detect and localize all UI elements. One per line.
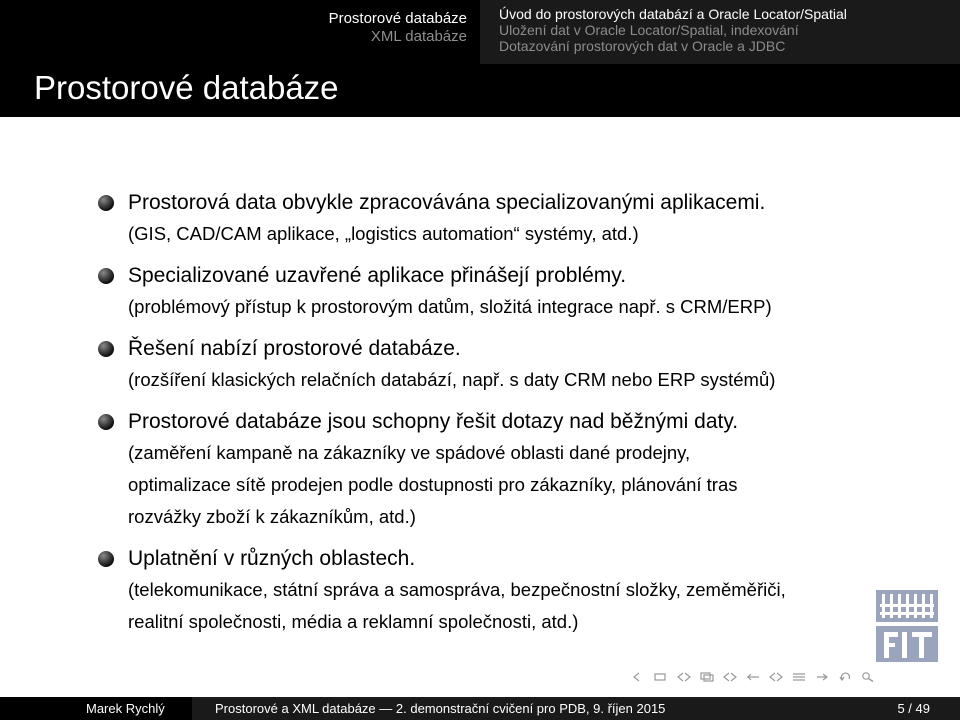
prev-section-icon[interactable] [723,672,737,682]
fit-logo [876,590,938,662]
list-item-detail: realitní společnosti, média a reklamní společnosti, atd.) [128,611,579,632]
list-item-main: Prostorové databáze jsou schopny řešit dotazy nad běžnými daty. [128,410,739,433]
bullet-icon [98,341,114,357]
list-item-detail: (zaměření kampaně na zákazníky ve spádové oblasti dané prodejny, [128,442,691,463]
footer-title: Prostorové a XML databáze — 2. demonstrační cvičení pro PDB, 9. říjen 2015 [215,701,666,716]
nav-subsection-dotazovani[interactable]: Dotazování prostorových dat v Oracle a JDBC [499,38,786,54]
section-navigation [0,0,480,64]
nav-section-xml-databaze[interactable]: XML databáze [370,28,467,45]
next-slide-icon[interactable] [792,672,806,682]
bullet-icon [98,195,114,211]
list-item [98,407,898,533]
list-item [98,261,898,323]
frame-title: Prostorové databáze [34,69,339,106]
nav-subsection-uvod[interactable]: Úvod do prostorových databází a Oracle Locator/Spatial [499,6,847,22]
bullet-icon [98,414,114,430]
zoom-icon[interactable] [861,672,875,682]
list-item-detail: rozvážky zboží k zákazníkům, atd.) [128,506,416,527]
list-item [98,334,898,396]
align-icon[interactable] [815,672,829,682]
slide-content [98,188,898,649]
list-item-main: Uplatnění v různých oblastech. [128,547,416,570]
footer-title-bar [192,697,960,720]
list-item [98,188,898,250]
next-frame-icon[interactable] [654,672,668,682]
nav-subsection-ulozeni[interactable]: Uložení dat v Oracle Locator/Spatial, indexování [499,22,799,38]
list-item-detail: (telekomunikace, státní správa a samospráva, bezpečnostní složky, zeměměřiči, [128,579,786,600]
navigation-symbols [631,672,875,682]
list-item-detail: (rozšíření klasických relačních databází, např. s daty CRM nebo ERP systémů) [128,369,776,390]
next-subsection-icon[interactable] [700,672,714,682]
header-navigation [0,0,960,64]
bullet-icon [98,551,114,567]
prev-slide-icon[interactable] [769,672,783,682]
page-number: 5 / 49 [897,701,930,716]
prev-subsection-icon[interactable] [677,672,691,682]
frame-title-bar [0,64,960,117]
footer [0,697,960,720]
next-section-icon[interactable] [746,672,760,682]
footer-author: Marek Rychlý [0,697,192,720]
list-item-main: Specializované uzavřené aplikace přinášejí problémy. [128,264,627,287]
prev-frame-icon[interactable] [631,672,645,682]
list-item-detail: (GIS, CAD/CAM aplikace, „logistics automation“ systémy, atd.) [128,223,639,244]
list-item-detail: optimalizace sítě prodejen podle dostupnosti pro zákazníky, plánování tras [128,474,738,495]
bullet-icon [98,268,114,284]
subsection-navigation [480,0,960,64]
list-item-main: Řešení nabízí prostorové databáze. [128,337,461,360]
list-item [98,544,898,638]
fit-logo-icon [876,590,938,662]
list-item-main: Prostorová data obvykle zpracovávána specializovanými aplikacemi. [128,191,766,214]
nav-section-prostorove-databaze[interactable]: Prostorové databáze [328,10,467,27]
search-back-icon[interactable] [838,672,852,682]
list-item-detail: (problémový přístup k prostorovým datům, složitá integrace např. s CRM/ERP) [128,296,772,317]
